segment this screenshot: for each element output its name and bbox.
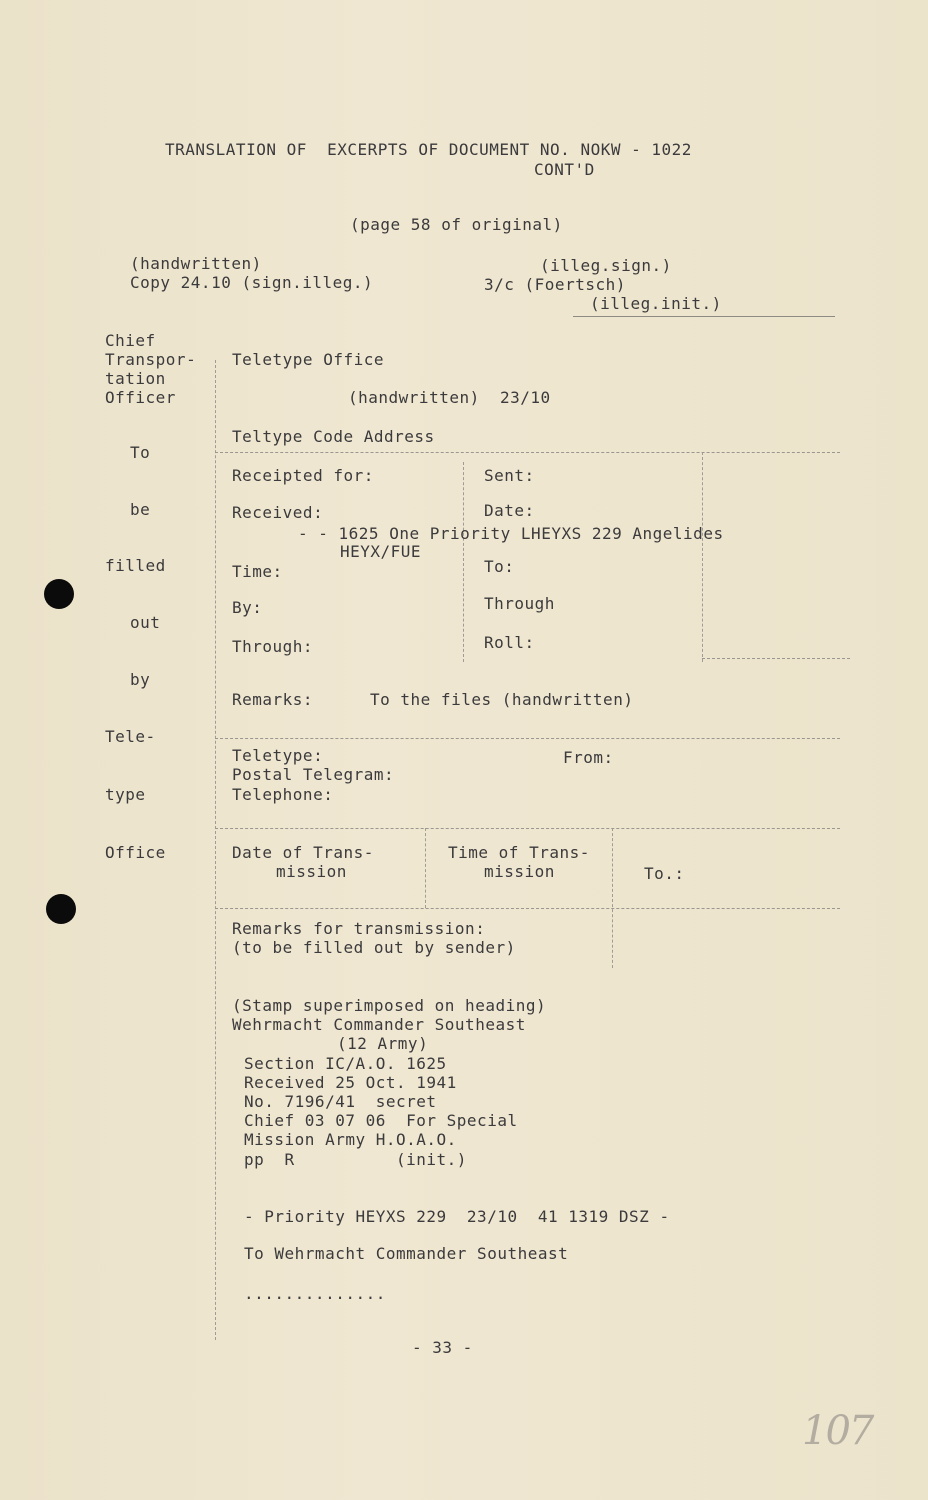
stamp-line-1: (Stamp superimposed on heading) [232, 996, 547, 1015]
sidebar-tele: Tele- [105, 727, 156, 746]
handwritten-date: (handwritten) 23/10 [348, 388, 551, 407]
time-label: Time: [232, 562, 283, 581]
document-title: TRANSLATION OF EXCERPTS OF DOCUMENT NO. NOKW - 1022 [165, 140, 692, 159]
telephone-label: Telephone: [232, 785, 334, 804]
teletype-label: Teletype: [232, 746, 324, 765]
stamp-line-3: (12 Army) [337, 1034, 429, 1053]
sidebar-by: by [130, 670, 151, 689]
stamp-line-2: Wehrmacht Commander Southeast [232, 1015, 526, 1034]
teletype-office-label: Teletype Office [232, 350, 384, 369]
through-right-label: Through [484, 594, 555, 613]
stamp-line-9: pp R (init.) [244, 1150, 467, 1169]
punch-hole-top [44, 579, 74, 609]
page-reference: (page 58 of original) [350, 215, 563, 234]
form-rule-remarks [215, 738, 840, 739]
sidebar-transpor: Transpor- [105, 350, 197, 369]
illeg-sign: (illeg.sign.) [540, 256, 672, 275]
date-transmission-line2: mission [276, 862, 347, 881]
copy-line: Copy 24.10 (sign.illeg.) [130, 273, 374, 292]
time-transmission-line2: mission [484, 862, 555, 881]
receipted-for-label: Receipted for: [232, 466, 374, 485]
sidebar-office: Office [105, 843, 166, 862]
form-divider-right [702, 452, 703, 662]
received-label: Received: [232, 503, 324, 522]
form-divider-date [425, 828, 426, 908]
sidebar-officer: Officer [105, 388, 176, 407]
signature-rule [573, 316, 835, 317]
stamp-line-8: Mission Army H.O.A.O. [244, 1130, 457, 1149]
sidebar-tation: tation [105, 369, 166, 388]
message-priority: - Priority HEYXS 229 23/10 41 1319 DSZ - [244, 1207, 670, 1226]
form-rule-roll [702, 658, 850, 659]
form-rule-trans-bottom [215, 908, 840, 909]
date-label: Date: [484, 501, 535, 520]
sent-label: Sent: [484, 466, 535, 485]
handwritten-note: (handwritten) [130, 254, 262, 273]
remarks-transmission-line1: Remarks for transmission: [232, 919, 486, 938]
to-transmission-label: To.: [644, 864, 685, 883]
code-address-label: Teltype Code Address [232, 427, 435, 446]
from-label: From: [563, 748, 614, 767]
time-transmission-line1: Time of Trans- [448, 843, 590, 862]
date-transmission-line1: Date of Trans- [232, 843, 374, 862]
to-label: To: [484, 557, 515, 576]
form-rule-transmission [215, 828, 840, 829]
form-rule-code [215, 452, 840, 453]
form-divider-time [612, 828, 613, 968]
form-left-border [215, 360, 216, 1340]
priority-line: - - 1625 One Priority LHEYXS 229 Angelides [298, 524, 724, 543]
sidebar-filled: filled [105, 556, 166, 575]
remarks-transmission-line2: (to be filled out by sender) [232, 938, 516, 957]
remarks-value: To the files (handwritten) [370, 690, 634, 709]
illeg-init: (illeg.init.) [590, 294, 722, 313]
by-label: By: [232, 598, 263, 617]
heyx-line: HEYX/FUE [340, 542, 422, 561]
stamp-line-5: Received 25 Oct. 1941 [244, 1073, 457, 1092]
sidebar-chief: Chief [105, 331, 156, 350]
handwritten-page-number: 107 [802, 1408, 873, 1454]
punch-hole-bottom [46, 894, 76, 924]
document-cont: CONT'D [534, 160, 595, 179]
sidebar-type: type [105, 785, 146, 804]
sidebar-out: out [130, 613, 161, 632]
foertsch-line: 3/c (Foertsch) [484, 275, 626, 294]
stamp-line-4: Section IC/A.O. 1625 [244, 1054, 447, 1073]
sidebar-to: To [130, 443, 151, 462]
through-left-label: Through: [232, 637, 314, 656]
sidebar-be: be [130, 500, 151, 519]
postal-telegram-label: Postal Telegram: [232, 765, 395, 784]
page-number: - 33 - [412, 1338, 473, 1357]
remarks-label: Remarks: [232, 690, 314, 709]
stamp-line-7: Chief 03 07 06 For Special [244, 1111, 518, 1130]
message-to: To Wehrmacht Commander Southeast [244, 1244, 569, 1263]
message-ellipsis: .............. [244, 1284, 386, 1303]
stamp-line-6: No. 7196/41 secret [244, 1092, 437, 1111]
form-divider-middle [463, 462, 464, 662]
roll-label: Roll: [484, 633, 535, 652]
